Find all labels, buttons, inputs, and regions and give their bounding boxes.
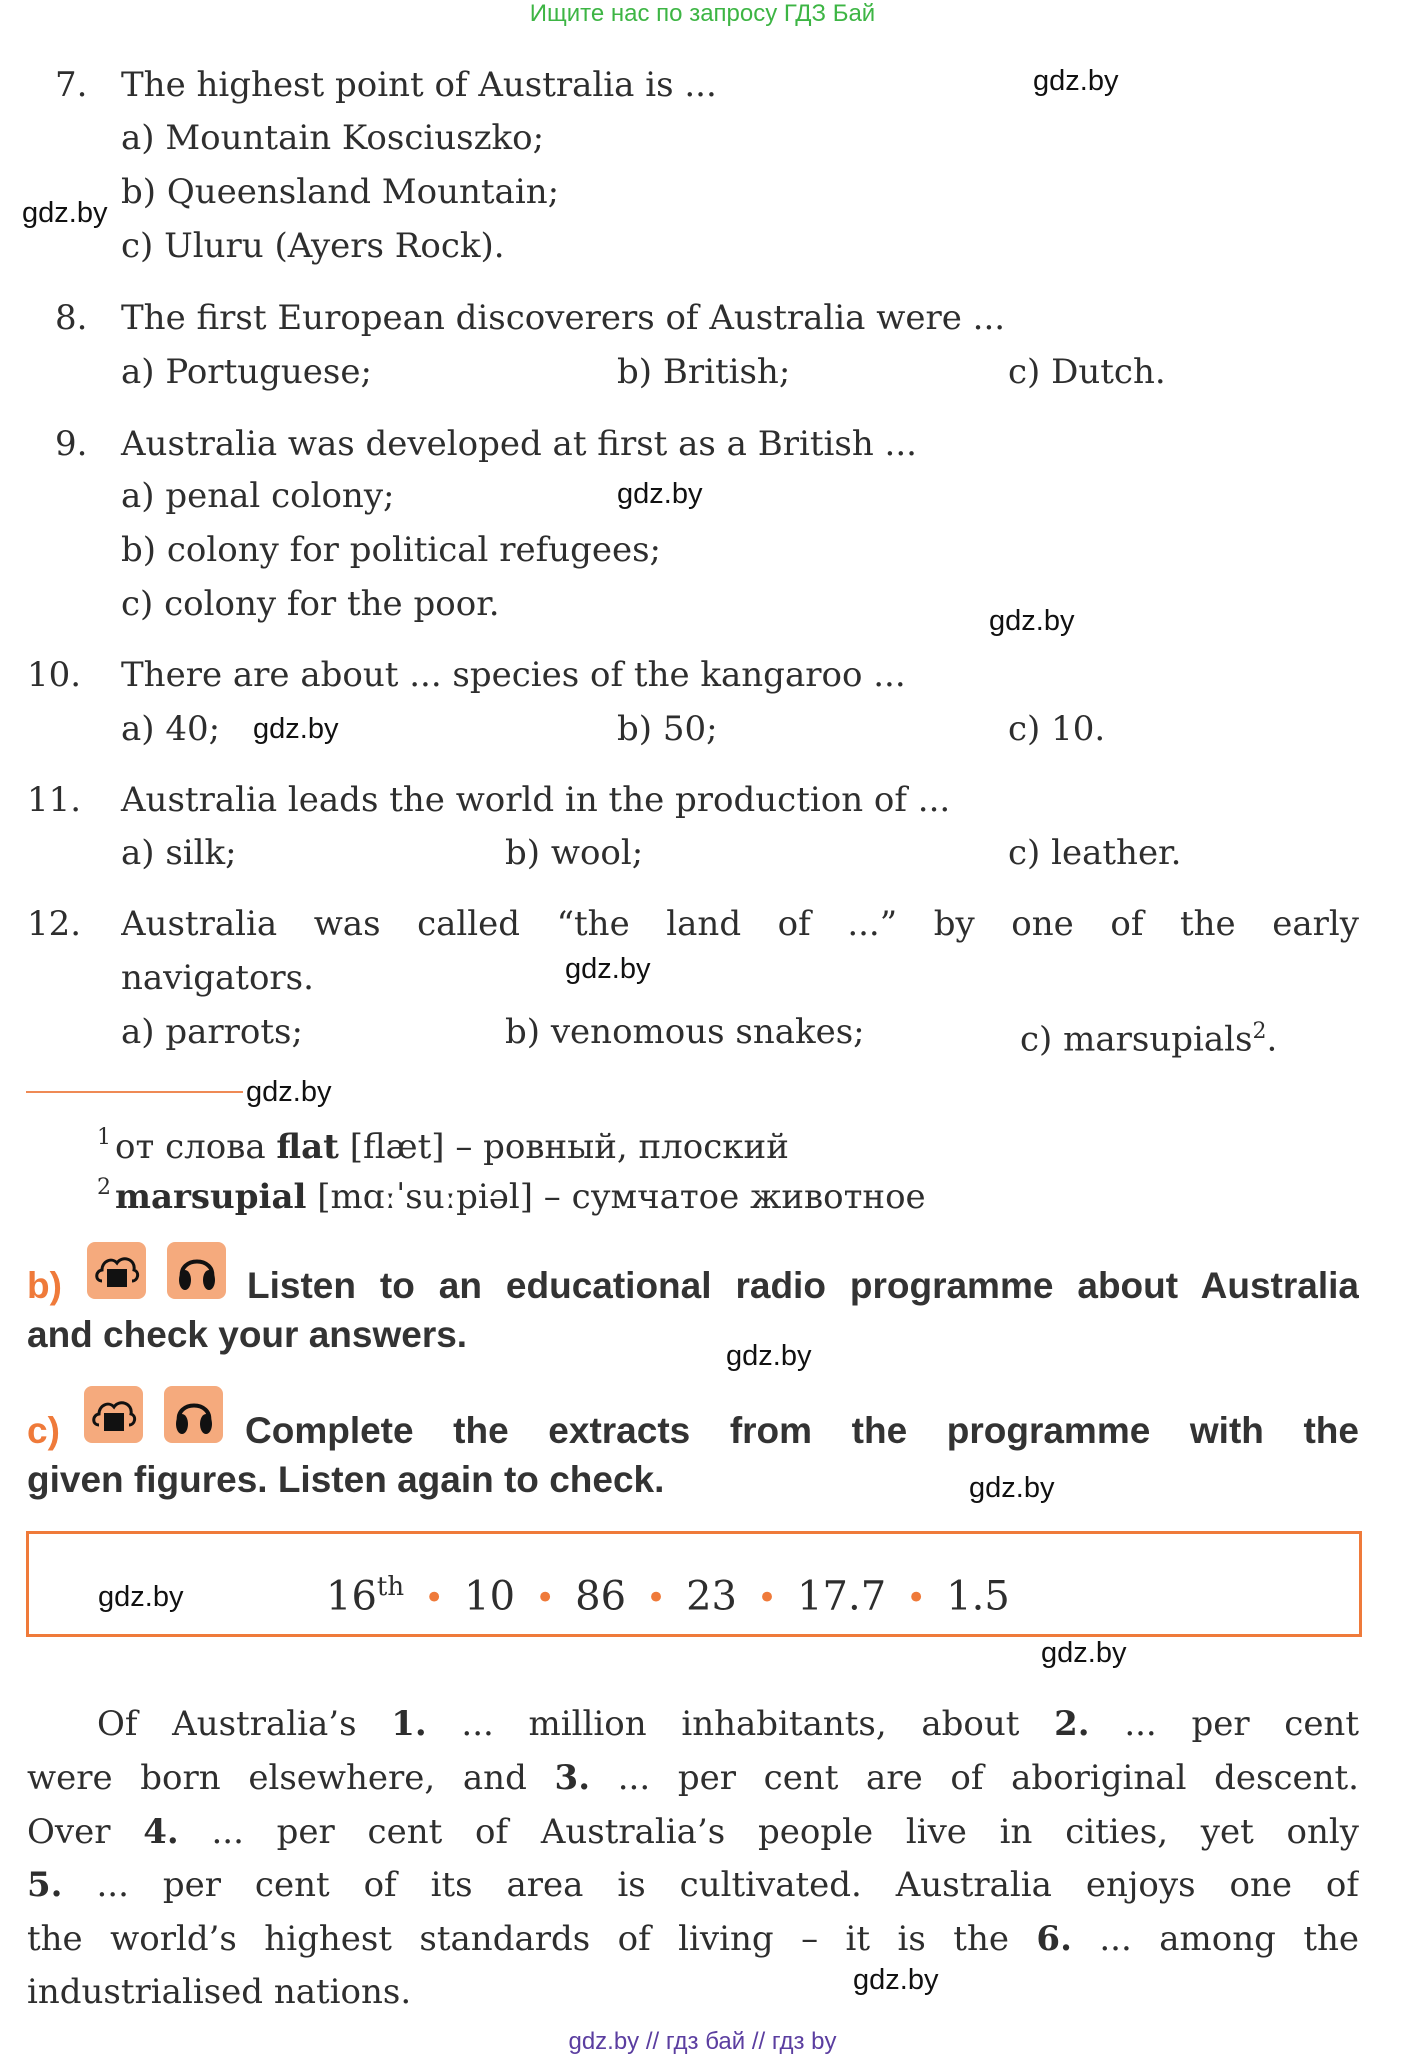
option: c) Uluru (Ayers Rock). xyxy=(121,226,505,266)
option: a) penal colony; xyxy=(121,476,395,516)
option: b) British; xyxy=(617,352,791,392)
text: ... per cent of its area is cultivated. Australia enjoys one of xyxy=(62,1865,1359,1905)
figure: 10 xyxy=(464,1573,516,1620)
question-text: The first European discoverers of Australia were ... xyxy=(121,298,1006,338)
headphones-icon xyxy=(164,1386,223,1443)
option: a) 40; xyxy=(121,709,221,749)
question-text: Australia leads the world in the production of ... xyxy=(121,780,951,820)
watermark: gdz.by xyxy=(98,1581,184,1613)
option: b) wool; xyxy=(505,833,644,873)
question-number: 8. xyxy=(55,298,88,338)
blank-number: 5. xyxy=(27,1865,63,1905)
text: Of Australia’s xyxy=(97,1704,392,1744)
text: industrialised nations. xyxy=(27,1972,412,2012)
option: c) colony for the poor. xyxy=(121,584,500,624)
question-text: Australia was called “the land of ...” by one of the early xyxy=(121,904,1359,944)
footnote xyxy=(97,1164,926,1221)
question-number: 7. xyxy=(55,65,88,105)
figure: 23 xyxy=(686,1573,738,1620)
question-number: 9. xyxy=(55,424,88,464)
footnote-text: от слова xyxy=(115,1127,277,1167)
task-instruction: Listen to an educational radio programme about Australia xyxy=(247,1265,1359,1306)
paragraph-line xyxy=(27,1913,1359,1965)
option: a) parrots; xyxy=(121,1012,303,1052)
footnote-ref: 2 xyxy=(1252,1019,1267,1044)
question-number: 12. xyxy=(27,904,82,944)
option-text: c) marsupials xyxy=(1020,1019,1253,1060)
text: ... among the xyxy=(1071,1919,1359,1959)
text: were born elsewhere, and xyxy=(27,1758,555,1798)
blank-number: 3. xyxy=(554,1758,591,1798)
question-text-cont: navigators. xyxy=(121,958,314,998)
footnote-number: 2 xyxy=(97,1175,111,1200)
watermark: gdz.by xyxy=(1033,65,1119,97)
paragraph-line xyxy=(97,1698,1359,1750)
bullet-separator: • xyxy=(424,1578,445,1619)
footnote-divider xyxy=(26,1091,243,1093)
option: b) 50; xyxy=(617,709,718,749)
watermark: gdz.by xyxy=(853,1964,939,1996)
option-end: . xyxy=(1266,1019,1278,1060)
option: c) 10. xyxy=(1008,709,1106,749)
question-text: The highest point of Australia is ... xyxy=(121,65,717,105)
blank-number: 2. xyxy=(1054,1704,1090,1744)
bullet-separator: • xyxy=(757,1578,778,1619)
question-text: Australia was developed at first as a British ... xyxy=(121,424,917,464)
watermark: gdz.by xyxy=(617,478,703,510)
footnote xyxy=(97,1114,789,1171)
headphones-icon xyxy=(167,1242,226,1299)
bullet-separator: • xyxy=(906,1578,927,1619)
question-number: 11. xyxy=(27,780,82,820)
watermark: gdz.by xyxy=(969,1472,1055,1504)
watermark: gdz.by xyxy=(726,1340,812,1372)
paragraph-line xyxy=(27,1806,1359,1858)
watermark: gdz.by xyxy=(989,605,1075,637)
footnote-number: 1 xyxy=(97,1125,111,1150)
task-instruction-cont: and check your answers. xyxy=(27,1314,468,1355)
text: the world’s highest standards of living – it is the xyxy=(27,1919,1037,1959)
watermark: gdz.by xyxy=(1041,1637,1127,1669)
figures-list xyxy=(326,1561,1010,1624)
text: ... per cent xyxy=(1089,1704,1359,1744)
cloud-folder-icon xyxy=(87,1242,146,1299)
watermark: gdz.by xyxy=(246,1076,332,1108)
option: c) Dutch. xyxy=(1008,352,1166,392)
watermark: gdz.by xyxy=(565,953,651,985)
site-banner[interactable]: Ищите нас по запросу ГДЗ Бай xyxy=(529,0,876,27)
task-instruction-cont: given figures. Listen again to check. xyxy=(27,1459,665,1500)
option: b) colony for political refugees; xyxy=(121,530,661,570)
paragraph-line xyxy=(27,1966,411,2018)
text: ... per cent are of aboriginal descent. xyxy=(590,1758,1359,1798)
option: a) silk; xyxy=(121,833,237,873)
task-label: b) xyxy=(27,1265,62,1306)
option xyxy=(1020,1006,1277,1065)
figure: 17.7 xyxy=(797,1573,887,1620)
task-label: c) xyxy=(27,1410,60,1451)
text: ... million inhabitants, about xyxy=(426,1704,1055,1744)
task-instruction: Complete the extracts from the programme with the xyxy=(245,1410,1359,1451)
footnote-term: flat xyxy=(276,1127,339,1167)
watermark: gdz.by xyxy=(253,713,339,745)
footnote-text: [flæt] – ровный, плоский xyxy=(338,1127,789,1167)
figure-suffix: th xyxy=(376,1572,405,1602)
question-number: 10. xyxy=(27,655,82,695)
paragraph-line xyxy=(27,1859,1359,1911)
figure: 16 xyxy=(326,1573,377,1620)
cloud-folder-icon xyxy=(84,1386,143,1443)
paragraph-line xyxy=(27,1752,1359,1804)
question-text: There are about ... species of the kangaroo ... xyxy=(121,655,906,695)
option: c) leather. xyxy=(1008,833,1182,873)
blank-number: 4. xyxy=(143,1812,179,1852)
watermark: gdz.by xyxy=(22,197,108,229)
footnote-text: [mɑːˈsuːpiəl] – сумчатое животное xyxy=(306,1177,926,1217)
blank-number: 6. xyxy=(1036,1919,1072,1959)
option: a) Mountain Kosciuszko; xyxy=(121,118,545,158)
option: b) Queensland Mountain; xyxy=(121,172,560,212)
figure: 86 xyxy=(575,1573,627,1620)
footnote-term: marsupial xyxy=(115,1177,307,1217)
text: Over xyxy=(27,1812,144,1852)
site-footer-links[interactable]: gdz.by // гдз бай // гдз by xyxy=(568,2028,837,2055)
figure: 1.5 xyxy=(946,1573,1010,1620)
text: ... per cent of Australia’s people live in cities, yet only xyxy=(178,1812,1359,1852)
bullet-separator: • xyxy=(646,1578,667,1619)
bullet-separator: • xyxy=(535,1578,556,1619)
blank-number: 1. xyxy=(391,1704,427,1744)
option: a) Portuguese; xyxy=(121,352,372,392)
option: b) venomous snakes; xyxy=(505,1012,865,1052)
